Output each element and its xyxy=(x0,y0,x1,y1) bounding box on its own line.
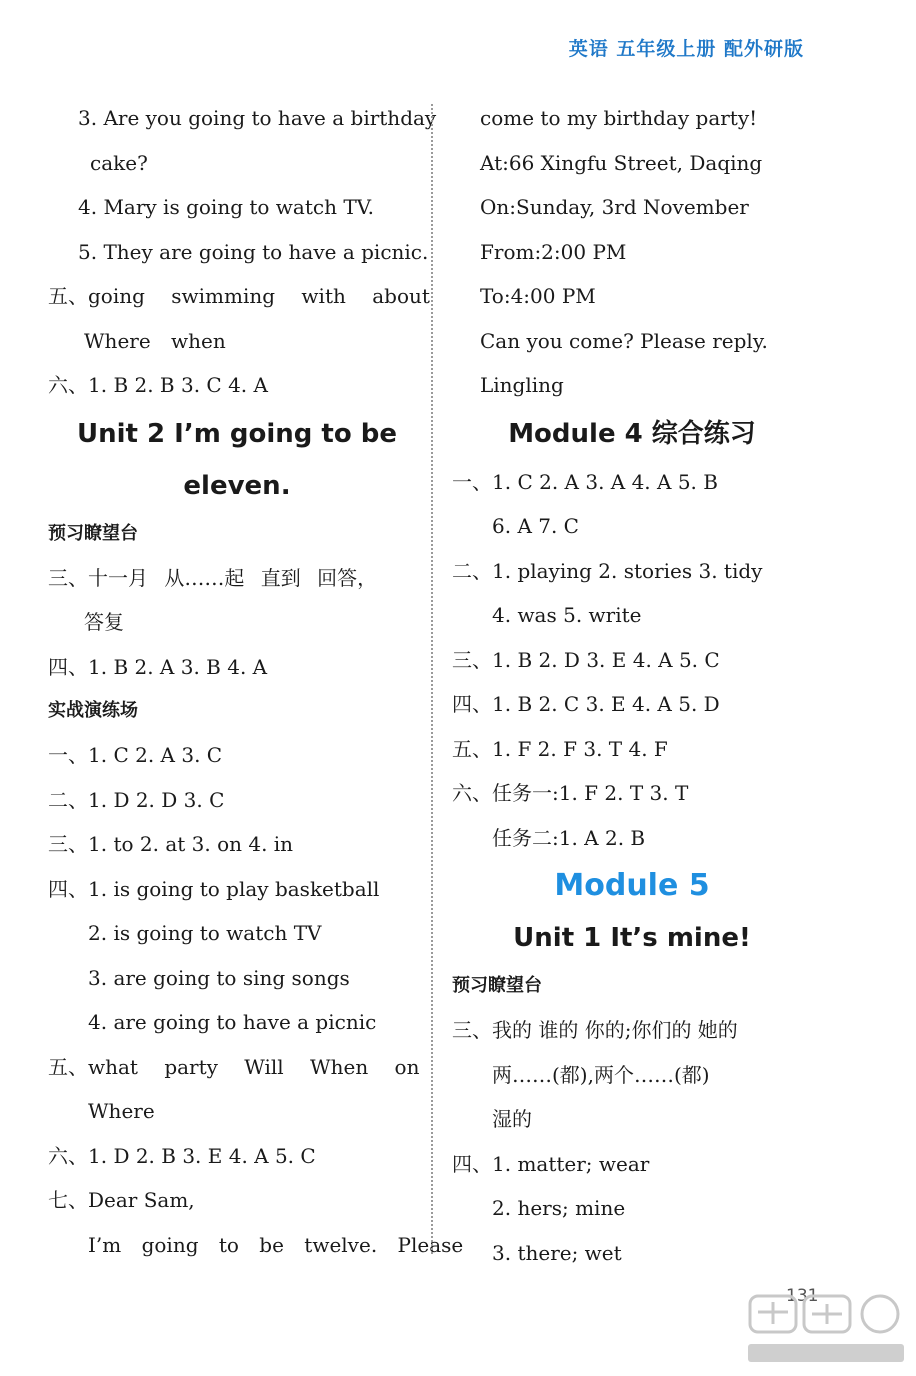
answer-line: 二、1. D 2. D 3. C xyxy=(48,787,225,812)
unit-title-continued: eleven. xyxy=(183,470,291,501)
answer-line: 一、1. C 2. A 3. A 4. A 5. B xyxy=(452,469,718,494)
answer-line: 五、going swimming with about xyxy=(48,284,430,308)
answer-line: 三、十一月 从……起 直到 回答， xyxy=(48,565,378,590)
section-heading: 实战演练场 xyxy=(48,700,138,721)
answer-line: 五、1. F 2. F 3. T 4. F xyxy=(452,736,668,761)
watermark-logo-icon xyxy=(744,1292,908,1368)
answer-line: Can you come? Please reply. xyxy=(480,328,768,353)
answer-line: 2. hers; mine xyxy=(492,1196,626,1220)
answer-line: 4. are going to have a picnic xyxy=(88,1010,377,1034)
unit-title: Unit 2 I’m going to be xyxy=(77,418,397,449)
answer-line: 六、1. B 2. B 3. C 4. A xyxy=(48,373,268,397)
answer-line: 6. A 7. C xyxy=(492,514,579,538)
answer-line: I’m going to be twelve. Please xyxy=(88,1232,464,1257)
right-column xyxy=(452,96,812,1275)
answer-line: 三、1. to 2. at 3. on 4. in xyxy=(48,832,294,856)
answer-line: 六、任务一:1. F 2. T 3. T xyxy=(452,781,689,805)
unit-title: Unit 1 It’s mine! xyxy=(513,923,751,953)
left-column xyxy=(48,96,464,1267)
answer-line: From:2:00 PM xyxy=(480,239,627,264)
module-title: Module 4 综合练习 xyxy=(508,418,756,449)
answer-line: 4. Mary is going to watch TV. xyxy=(78,195,374,219)
answer-line: 三、1. B 2. D 3. E 4. A 5. C xyxy=(452,647,720,672)
answer-line: Where when xyxy=(84,328,226,353)
answer-line: At:66 Xingfu Street, Daqing xyxy=(480,150,763,175)
answer-line: To:4:00 PM xyxy=(480,284,596,308)
answer-line: 一、1. C 2. A 3. C xyxy=(48,743,223,767)
section-heading: 预习瞭望台 xyxy=(48,522,138,544)
page-header: 英语 五年级上册 配外研版 xyxy=(568,38,804,60)
answer-line: cake? xyxy=(90,150,148,175)
answer-line: 五、what party Will When on xyxy=(48,1054,420,1079)
answer-line: 七、Dear Sam, xyxy=(48,1188,195,1212)
answer-line: 四、1. is going to play basketball xyxy=(48,876,380,901)
answer-line: 任务二:1. A 2. B xyxy=(492,825,646,850)
answer-line: 四、1. B 2. A 3. B 4. A xyxy=(48,654,268,679)
answer-line: come to my birthday party! xyxy=(480,106,758,130)
answer-line: On:Sunday, 3rd November xyxy=(480,195,749,219)
module-heading: Module 5 xyxy=(554,868,710,903)
answer-line: 4. was 5. write xyxy=(492,603,642,627)
column-divider xyxy=(431,104,433,1254)
answer-line: 3. there; wet xyxy=(492,1240,622,1265)
page-number: 131 xyxy=(786,1286,819,1306)
answer-line: 四、1. matter; wear xyxy=(452,1151,650,1176)
answer-line: 5. They are going to have a picnic. xyxy=(78,239,429,264)
answer-line: 三、我的 谁的 你的;你们的 她的 xyxy=(452,1018,738,1042)
answer-line: 答复 xyxy=(84,610,124,634)
answer-line: 3. Are you going to have a birthday xyxy=(78,106,437,130)
answer-line: 六、1. D 2. B 3. E 4. A 5. C xyxy=(48,1143,316,1168)
answer-line: 3. are going to sing songs xyxy=(88,965,350,990)
answer-line: 四、1. B 2. C 3. E 4. A 5. D xyxy=(452,692,720,716)
answer-line: 二、1. playing 2. stories 3. tidy xyxy=(452,558,763,583)
answer-line: 两……(都),两个……(都) xyxy=(492,1062,710,1087)
answer-line: 2. is going to watch TV xyxy=(88,921,322,945)
section-heading: 预习瞭望台 xyxy=(452,975,542,996)
answer-line: Where xyxy=(88,1099,155,1123)
answer-line: Lingling xyxy=(480,373,564,397)
answer-line: 湿的 xyxy=(492,1107,532,1131)
